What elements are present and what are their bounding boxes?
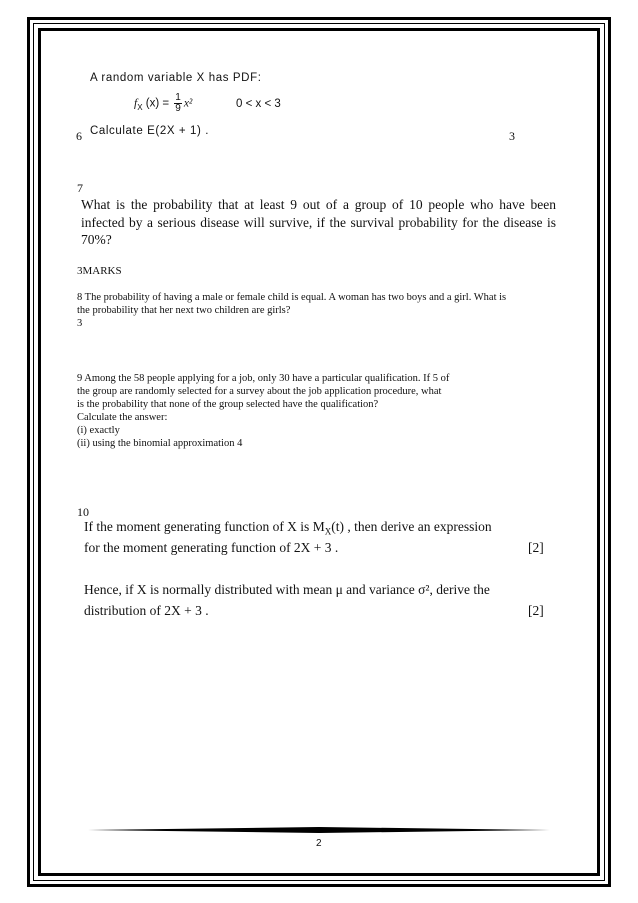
q10-line-2: for the moment generating function of 2X + 3 . xyxy=(84,540,339,555)
q7-number: 7 xyxy=(77,181,83,195)
q6-formula-arg: (x) = xyxy=(142,97,173,110)
q10-line-3: Hence, if X is normally distributed with mean μ and variance σ², derive the xyxy=(84,582,490,597)
q10-line-1-start: If the moment generating function of X is M xyxy=(84,519,325,534)
q9-line: is the probability that none of the group selected have the qualification? xyxy=(77,399,379,410)
page-border-inner xyxy=(38,28,600,876)
q6-formula-rhs: x² xyxy=(183,97,193,110)
q9-line: Calculate the answer: xyxy=(77,412,168,423)
q10-line-1-sub: X xyxy=(324,526,332,537)
q8-question xyxy=(77,291,517,330)
q6-fraction-numerator: 1 xyxy=(175,92,181,103)
q6-formula-sub: X xyxy=(137,102,143,112)
q6-fraction-denominator: 9 xyxy=(175,103,181,114)
q6-fraction xyxy=(174,93,182,114)
q6-formula-lhs: f xyxy=(134,97,138,110)
q10-line-1 xyxy=(84,519,492,537)
q8-question-text: 8 The probability of having a male or female child is equal. A woman has two boys and a girl. What is the probability that her next two children are girls? xyxy=(77,292,507,316)
q10-number: 10 xyxy=(77,505,89,519)
q7-question-text: What is the probability that at least 9 out of a group of 10 people who have been infected by a serious disease will survive, if the survival probability for the disease is 70%? xyxy=(81,197,556,247)
q6-intro: A random variable X has PDF: xyxy=(90,72,262,84)
q9-line: (ii) using the binomial approximation 4 xyxy=(77,438,243,449)
q9-line: 9 Among the 58 people applying for a job, only 30 have a particular qualification. If 5 of xyxy=(77,373,450,384)
q6-range: 0 < x < 3 xyxy=(236,98,281,110)
q10-line-4-mark: [2] xyxy=(528,603,544,618)
q10-line-2-mark: [2] xyxy=(528,540,544,555)
q7-marks: 3MARKS xyxy=(77,265,122,277)
q6-calculate: Calculate E(2X + 1) . xyxy=(90,125,210,137)
q8-marks: 3 xyxy=(77,318,83,329)
q9-question xyxy=(77,372,517,450)
q10-line-4: distribution of 2X + 3 . xyxy=(84,603,209,618)
q6-pdf-formula xyxy=(134,93,192,114)
q10-line-1-end: (t) , then derive an expression xyxy=(331,519,492,534)
q9-line: (i) exactly xyxy=(77,425,120,436)
page-number: 2 xyxy=(316,838,322,849)
q9-line: the group are randomly selected for a survey about the job application procedure, what xyxy=(77,386,442,397)
q6-marks: 3 xyxy=(509,129,515,143)
q6-number: 6 xyxy=(76,129,82,143)
footer-divider xyxy=(88,827,550,833)
